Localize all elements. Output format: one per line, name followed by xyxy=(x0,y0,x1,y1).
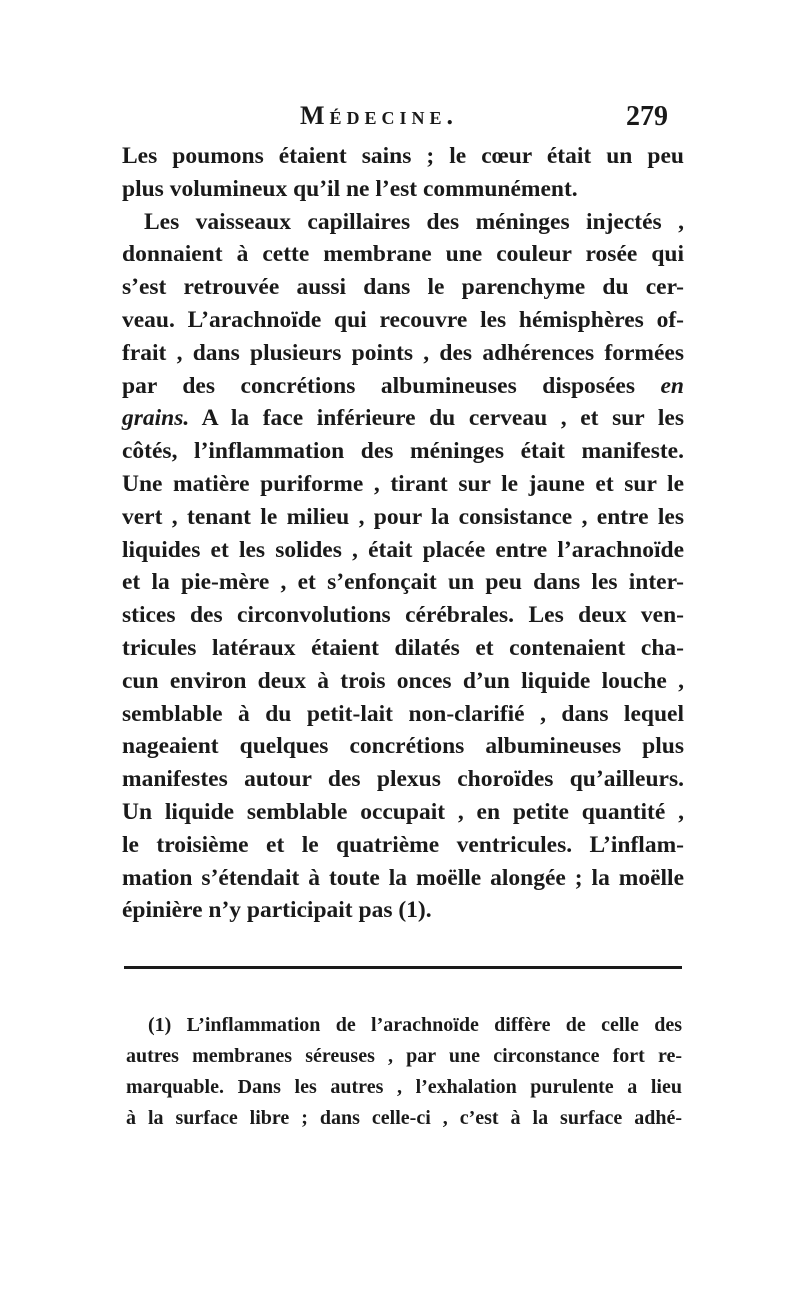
text-line: tricules latéraux étaient dilatés et contenaient cha- xyxy=(122,634,684,661)
text-line: liquides et les solides , était placée entre l’arachnoïde xyxy=(122,536,684,563)
text-line xyxy=(122,402,684,435)
running-title: Médecine. xyxy=(300,101,459,130)
text-line: Les poumons étaient sains ; le cœur était un peu xyxy=(122,143,684,169)
text-line: Les vaisseaux capillaires des méninges injectés , xyxy=(144,208,684,235)
text-line: donnaient à cette membrane une couleur rosée qui xyxy=(122,241,684,268)
text-line: épinière n’y participait pas (1). xyxy=(122,897,432,924)
main-text xyxy=(122,140,684,927)
footnote-line: (1) L’inflammation de l’arachnoïde diffère de celle des xyxy=(148,1014,682,1036)
text-line: Une matière puriforme , tirant sur le jaune et sur le xyxy=(122,470,684,497)
text-line: stices des circonvolutions cérébrales. Les deux ven- xyxy=(122,602,684,629)
footnote-line: marquable. Dans les autres , l’exhalation purulente a lieu xyxy=(126,1076,682,1098)
footnote xyxy=(126,1010,682,1134)
text-segment: A la face inférieure du cerveau , et sur les xyxy=(201,405,684,432)
text-line xyxy=(122,370,684,403)
text-line: le troisième et le quatrième ventricules. L’inflam- xyxy=(122,831,684,858)
text-line: semblable à du petit-lait non-clarifié , dans lequel xyxy=(122,700,684,727)
page-number: 279 xyxy=(626,101,668,132)
text-line: frait , dans plusieurs points , des adhérences formées xyxy=(122,339,684,366)
text-line: veau. L’arachnoïde qui recouvre les hémisphères of- xyxy=(122,306,684,333)
text-line: cun environ deux à trois onces d’un liquide louche , xyxy=(122,667,684,694)
text-line: manifestes autour des plexus choroïdes qu’ailleurs. xyxy=(122,766,684,793)
text-line: Un liquide semblable occupait , en petite quantité , xyxy=(122,798,684,825)
text-line: et la pie-mère , et s’enfonçait un peu dans les inter- xyxy=(122,569,684,596)
footnote-line: à la surface libre ; dans celle-ci , c’est à la surface adhé- xyxy=(126,1107,682,1129)
text-segment: par des concrétions albumineuses disposées xyxy=(122,372,635,399)
italic-text: en xyxy=(660,372,684,399)
text-line: s’est retrouvée aussi dans le parenchyme du cer- xyxy=(122,274,684,301)
text-line: côtés, l’inflammation des méninges était manifeste. xyxy=(122,438,684,465)
text-line: nageaient quelques concrétions albumineuses plus xyxy=(122,733,684,760)
text-line: plus volumineux qu’il ne l’est communément. xyxy=(122,175,578,202)
text-line: mation s’étendait à toute la moëlle alongée ; la moëlle xyxy=(122,864,684,891)
footnote-divider xyxy=(124,966,682,969)
text-line: vert , tenant le milieu , pour la consistance , entre les xyxy=(122,503,684,530)
footnote-line: autres membranes séreuses , par une circonstance fort re- xyxy=(126,1045,682,1067)
italic-text: grains. xyxy=(122,405,190,432)
